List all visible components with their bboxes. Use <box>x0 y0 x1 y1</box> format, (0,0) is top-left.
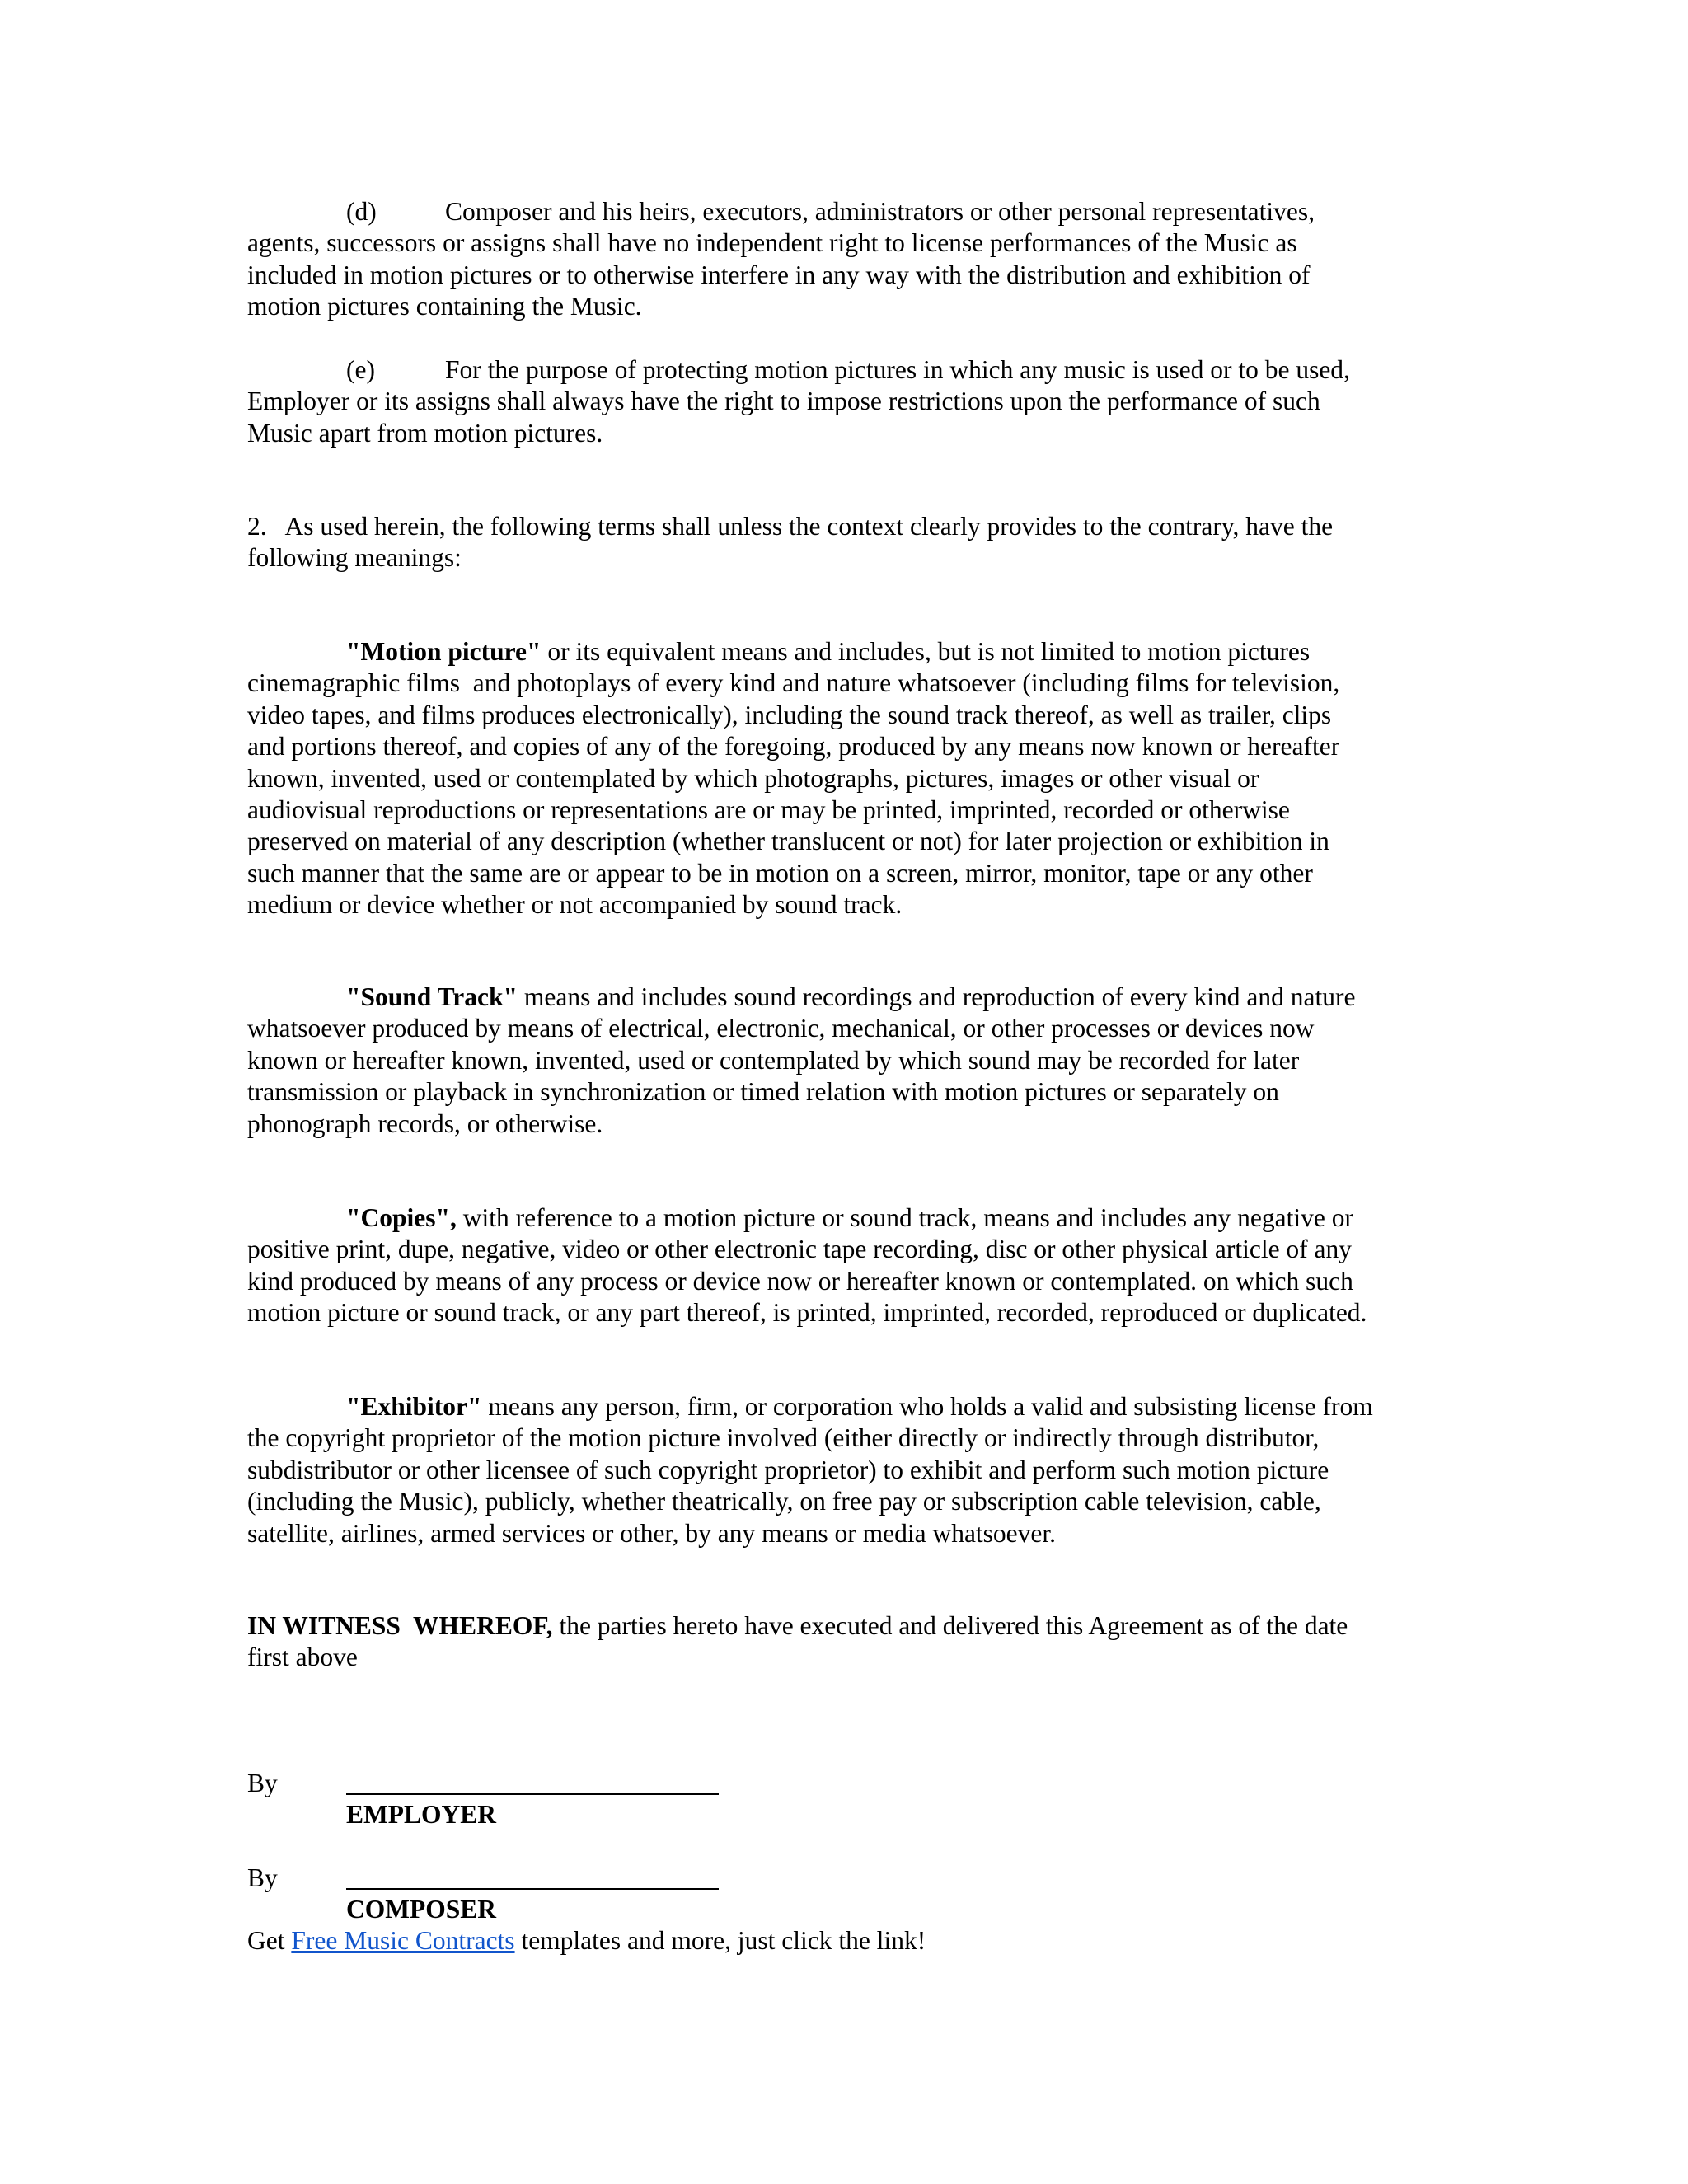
definition-line: preserved on material of any description (whether translucent or not) for later projection or exhibition in <box>247 827 1329 856</box>
definition-line: with reference to a motion picture or sound track, means and includes any negative or <box>456 1203 1353 1232</box>
definition-line: positive print, dupe, negative, video or other electronic tape recording, disc or other physical article of any <box>247 1235 1353 1264</box>
definition-line: means any person, firm, or corporation who holds a valid and subsisting license from <box>481 1392 1373 1421</box>
signature-by-label: By <box>247 1863 278 1892</box>
clause-e-line: Employer or its assigns shall always have the right to impose restrictions upon the performance of such <box>247 387 1320 416</box>
definition-line: kind produced by means of any process or device now or hereafter known or contemplated. on which such <box>247 1266 1353 1296</box>
signature-employer-label: EMPLOYER <box>346 1800 497 1829</box>
definition-term: "Exhibitor" <box>346 1392 482 1421</box>
definition-line: known, invented, used or contemplated by which photographs, pictures, images or other visual or <box>247 763 1259 793</box>
definition-line: video tapes, and films produces electronically), including the sound track thereof, as well as trailer, clips <box>247 700 1332 729</box>
definition-line: (including the Music), publicly, whether theatrically, on free pay or subscription cable television, cable, <box>247 1487 1321 1516</box>
footer-suffix: templates and more, just click the link! <box>514 1926 926 1955</box>
section-2-intro <box>247 511 1451 574</box>
clause-d-line: motion pictures containing the Music. <box>247 292 642 321</box>
clause-d-line: included in motion pictures or to otherwise interfere in any way with the distribution and exhibition of <box>247 260 1311 289</box>
definition-line: or its equivalent means and includes, but is not limited to motion pictures <box>541 637 1311 666</box>
clause-e <box>247 354 1451 449</box>
definition-line: audiovisual reproductions or representations are or may be printed, imprinted, recorded or otherwise <box>247 795 1290 825</box>
clause-e-line: Music apart from motion pictures. <box>247 418 603 448</box>
definition-motion-picture <box>247 636 1451 921</box>
clause-d-line: agents, successors or assigns shall have no independent right to license performances of the Music as <box>247 228 1297 258</box>
definition-copies <box>247 1202 1451 1329</box>
definition-sound-track <box>247 982 1451 1140</box>
clause-e-line: For the purpose of protecting motion pictures in which any music is used or to be used, <box>445 355 1350 384</box>
footer-prefix: Get <box>247 1926 292 1955</box>
clause-d-marker: (d) <box>346 197 377 226</box>
witness-heading: IN WITNESS WHEREOF, <box>247 1611 553 1640</box>
clause-e-marker: (e) <box>346 355 375 384</box>
definition-line: and portions thereof, and copies of any of the foregoing, produced by any means now known or hereafter <box>247 732 1340 762</box>
free-music-contracts-link[interactable]: Free Music Contracts <box>291 1926 515 1955</box>
definition-line: cinemagraphic films and photoplays of every kind and nature whatsoever (including films for television, <box>247 668 1340 698</box>
signature-line-employer[interactable] <box>346 1793 719 1795</box>
definition-line: transmission or playback in synchronization or timed relation with motion pictures or separately on <box>247 1077 1279 1107</box>
section-2-intro-line: following meanings: <box>247 543 462 573</box>
definition-line: satellite, airlines, armed services or other, by any means or media whatsoever. <box>247 1518 1057 1548</box>
definition-line: such manner that the same are or appear to be in motion on a screen, mirror, monitor, tape or any other <box>247 858 1313 888</box>
definition-line: subdistributor or other licensee of such copyright proprietor) to exhibit and perform such motion picture <box>247 1455 1329 1484</box>
definition-line: phonograph records, or otherwise. <box>247 1108 603 1138</box>
definition-line: whatsoever produced by means of electrical, electronic, mechanical, or other processes or devices now <box>247 1014 1315 1043</box>
signature-line-composer[interactable] <box>346 1888 719 1890</box>
section-2-intro-line: 2. As used herein, the following terms shall unless the context clearly provides to the contrary, have the <box>247 512 1334 541</box>
clause-d-line: Composer and his heirs, executors, administrators or other personal representatives, <box>445 197 1315 226</box>
definition-line: the copyright proprietor of the motion picture involved (either directly or indirectly through distributor, <box>247 1423 1320 1453</box>
signature-composer-label: COMPOSER <box>346 1895 497 1924</box>
definition-exhibitor <box>247 1391 1451 1549</box>
witness-line: the parties hereto have executed and delivered this Agreement as of the date <box>552 1611 1348 1640</box>
definition-line: medium or device whether or not accompanied by sound track. <box>247 890 903 920</box>
definition-term: "Motion picture" <box>346 637 542 666</box>
clause-d <box>247 196 1451 323</box>
definition-line: means and includes sound recordings and reproduction of every kind and nature <box>518 982 1356 1011</box>
definition-term: "Sound Track" <box>346 982 518 1011</box>
witness-line: first above <box>247 1643 358 1672</box>
witness-clause <box>247 1610 1451 1674</box>
definition-line: known or hereafter known, invented, used or contemplated by which sound may be recorded for later <box>247 1045 1300 1075</box>
signature-by-label: By <box>247 1769 278 1797</box>
definition-term: "Copies", <box>346 1203 457 1232</box>
definition-line: motion picture or sound track, or any part thereof, is printed, imprinted, recorded, reproduced or duplicated. <box>247 1298 1367 1328</box>
footer-promo <box>247 1925 1451 1957</box>
